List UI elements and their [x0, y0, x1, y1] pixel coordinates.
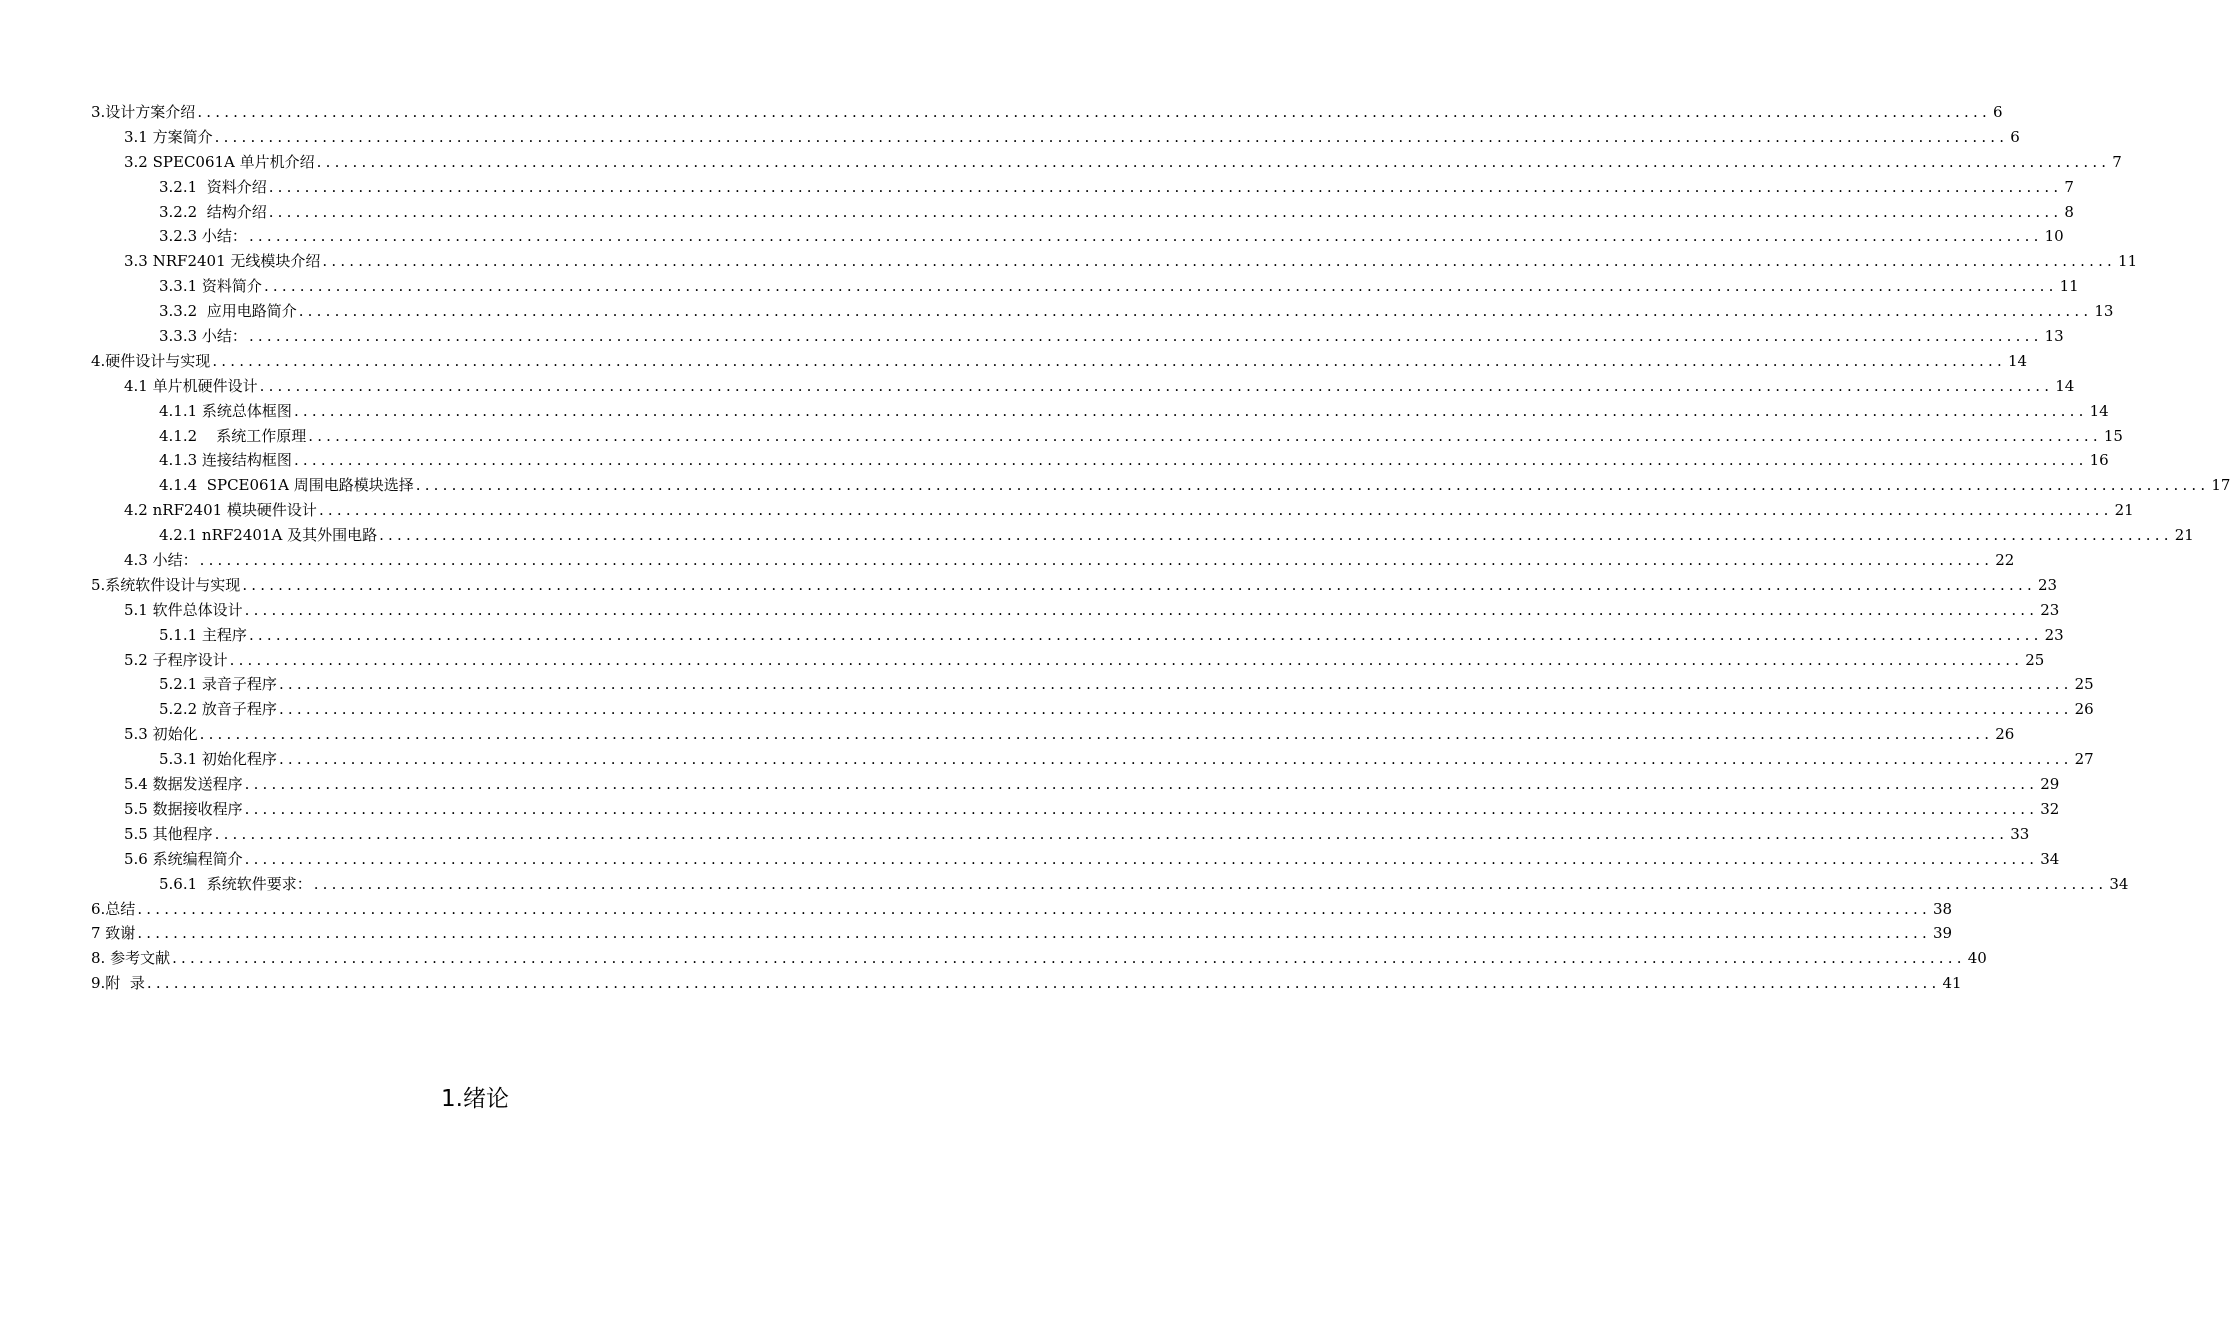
toc-entry-title: 5.6.1 系统软件要求：: [159, 874, 312, 893]
toc-entry-line: [159, 324, 2064, 349]
toc-entry-title: 3.设计方案介绍: [91, 103, 196, 121]
toc-entry[interactable]: [0, 623, 2064, 648]
toc-dot-leader: ........................................................................................................................................................................................................: [137, 924, 1931, 943]
toc-entry-page: 26: [2074, 700, 2094, 719]
toc-entry[interactable]: [0, 224, 2064, 249]
toc-entry[interactable]: [0, 274, 2079, 299]
toc-entry-line: [124, 722, 2015, 747]
toc-entry-title: 4.3 小结：: [124, 551, 198, 570]
toc-entry[interactable]: [0, 399, 2109, 424]
toc-dot-leader: ........................................................................................................................................................................................................: [244, 799, 2039, 818]
toc-entry-page: 11: [2118, 252, 2138, 271]
toc-entry-page: 34: [2040, 849, 2060, 868]
toc-entry[interactable]: [0, 946, 1987, 971]
toc-entry-page: 34: [2109, 874, 2129, 893]
toc-dot-leader: ........................................................................................................................................................................................................: [298, 302, 2093, 321]
toc-entry-line: [124, 598, 2060, 623]
toc-entry-line: [91, 921, 1953, 946]
toc-entry-title: 5.3 初始化: [124, 725, 198, 744]
toc-entry-page: 41: [1942, 974, 1962, 993]
toc-entry-page: 15: [2103, 426, 2123, 445]
toc-entry[interactable]: [0, 797, 2060, 822]
toc-entry-line: [124, 249, 2138, 274]
toc-entry[interactable]: [0, 200, 2074, 225]
toc-entry[interactable]: [0, 498, 2134, 523]
toc-entry[interactable]: [0, 374, 2075, 399]
toc-entry-title: 4.1.1 系统总体框图: [159, 401, 292, 420]
toc-entry-line: [91, 100, 2003, 125]
toc-entry-page: 22: [1995, 551, 2015, 570]
toc-entry-page: 29: [2040, 775, 2060, 794]
toc-entry-line: [159, 523, 2194, 548]
toc-dot-leader: ........................................................................................................................................................................................................: [318, 501, 2113, 520]
section-heading: 1.绪论: [441, 1086, 509, 1112]
toc-entry[interactable]: [0, 897, 1953, 922]
toc-dot-leader: ........................................................................................................................................................................................................: [322, 252, 2117, 271]
toc-entry-page: 39: [1932, 924, 1953, 943]
toc-entry-page: 25: [2025, 650, 2045, 669]
toc-entry[interactable]: [0, 573, 2058, 598]
toc-entry[interactable]: [0, 747, 2094, 772]
toc-entry-line: [124, 847, 2060, 872]
toc-entry-title: 5.2.1 录音子程序: [159, 675, 277, 694]
toc-entry[interactable]: [0, 324, 2064, 349]
toc-entry-title: 3.3 NRF2401 无线模块介绍: [124, 252, 321, 271]
toc-entry-page: 7: [2064, 177, 2074, 196]
toc-entry[interactable]: [0, 971, 1962, 996]
toc-entry-line: [91, 349, 2028, 374]
toc-entry[interactable]: [0, 523, 2194, 548]
toc-entry[interactable]: [0, 150, 2122, 175]
toc-entry-title: 5.1.1 主程序: [159, 625, 247, 644]
toc-entry[interactable]: [0, 100, 2003, 125]
toc-entry-line: [91, 897, 1953, 922]
toc-entry-title: 3.3.2 应用电路简介: [159, 302, 297, 321]
toc-entry-line: [159, 224, 2064, 249]
toc-entry-line: [159, 175, 2074, 200]
toc-entry-line: [159, 697, 2094, 722]
toc-entry[interactable]: [0, 448, 2109, 473]
toc-entry-title: 5.6 系统编程简介: [124, 849, 243, 868]
toc-entry-title: 6.总结: [91, 899, 136, 918]
toc-entry-page: 14: [2055, 376, 2075, 395]
toc-entry-title: 4.1.3 连接结构框图: [159, 451, 292, 470]
toc-entry-line: [124, 797, 2060, 822]
toc-entry-page: 26: [1995, 725, 2015, 744]
toc-dot-leader: ........................................................................................................................................................................................................: [242, 575, 2036, 594]
toc-entry[interactable]: [0, 548, 2015, 573]
toc-dot-leader: ........................................................................................................................................................................................................: [197, 103, 1991, 121]
toc-dot-leader: ........................................................................................................................................................................................................: [212, 351, 2006, 370]
toc-entry-line: [159, 299, 2114, 324]
toc-entry-title: 4.2.1 nRF2401A 及其外围电路: [159, 526, 378, 545]
toc-entry-title: 7 致谢: [91, 924, 136, 943]
toc-dot-leader: ........................................................................................................................................................................................................: [308, 426, 2102, 445]
toc-dot-leader: ........................................................................................................................................................................................................: [172, 949, 1966, 968]
toc-entry-title: 4.2 nRF2401 模块硬件设计: [124, 501, 317, 520]
toc-entry-page: 8: [2064, 202, 2074, 221]
toc-entry-line: [124, 374, 2075, 399]
toc-entry-title: 5.2 子程序设计: [124, 650, 228, 669]
toc-dot-leader: ........................................................................................................................................................................................................: [415, 476, 2210, 495]
toc-entry-title: 8. 参考文献: [91, 949, 171, 968]
toc-entry-page: 14: [2089, 401, 2109, 420]
toc-entry[interactable]: [0, 772, 2060, 797]
toc-dot-leader: ........................................................................................................................................................................................................: [263, 277, 2058, 296]
toc-entry-title: 3.3.1 资料简介: [159, 277, 262, 296]
toc-entry[interactable]: [0, 473, 2230, 498]
toc-entry-line: [159, 424, 2123, 449]
toc-entry-title: 5.5 其他程序: [124, 824, 213, 843]
toc-dot-leader: ........................................................................................................................................................................................................: [268, 177, 2063, 196]
toc-dot-leader: ........................................................................................................................................................................................................: [248, 625, 2043, 644]
toc-dot-leader: ........................................................................................................................................................................................................: [278, 700, 2073, 719]
toc-entry-line: [159, 623, 2064, 648]
toc-entry-line: [124, 648, 2045, 673]
toc-entry-title: 3.3.3 小结：: [159, 327, 247, 346]
toc-entry[interactable]: [0, 125, 2020, 150]
table-of-contents: [0, 100, 2230, 996]
toc-entry-line: [91, 573, 2058, 598]
toc-entry-page: 23: [2040, 600, 2060, 619]
toc-dot-leader: ........................................................................................................................................................................................................: [379, 526, 2173, 545]
toc-entry-page: 23: [2037, 575, 2058, 594]
toc-entry-line: [159, 473, 2230, 498]
toc-entry-line: [91, 946, 1987, 971]
toc-entry-page: 13: [2044, 327, 2064, 346]
toc-entry-page: 6: [1992, 103, 2003, 121]
toc-entry-title: 3.2.3 小结：: [159, 227, 247, 246]
toc-entry-title: 3.2 SPEC061A 单片机介绍: [124, 152, 315, 171]
toc-entry[interactable]: [0, 872, 2129, 897]
toc-entry[interactable]: [0, 349, 2028, 374]
toc-dot-leader: ........................................................................................................................................................................................................: [244, 775, 2039, 794]
toc-entry[interactable]: [0, 921, 1953, 946]
toc-entry-page: 21: [2114, 501, 2134, 520]
toc-entry-title: 9.附 录: [91, 974, 145, 993]
toc-entry-page: 33: [2010, 824, 2030, 843]
toc-dot-leader: ........................................................................................................................................................................................................: [199, 551, 1994, 570]
toc-dot-leader: ........................................................................................................................................................................................................: [293, 401, 2088, 420]
toc-dot-leader: ........................................................................................................................................................................................................: [137, 899, 1931, 918]
toc-entry[interactable]: [0, 648, 2045, 673]
toc-entry[interactable]: [0, 672, 2094, 697]
toc-dot-leader: ........................................................................................................................................................................................................: [244, 600, 2039, 619]
toc-dot-leader: ........................................................................................................................................................................................................: [214, 824, 2009, 843]
toc-dot-leader: ........................................................................................................................................................................................................: [199, 725, 1994, 744]
toc-entry[interactable]: [0, 598, 2060, 623]
toc-entry-title: 3.2.2 结构介绍: [159, 202, 267, 221]
toc-entry-page: 40: [1967, 949, 1987, 968]
toc-entry[interactable]: [0, 249, 2138, 274]
toc-entry-page: 13: [2094, 302, 2114, 321]
toc-entry-title: 3.2.1 资料介绍: [159, 177, 267, 196]
toc-entry[interactable]: [0, 847, 2060, 872]
toc-entry-line: [159, 274, 2079, 299]
toc-entry[interactable]: [0, 299, 2114, 324]
toc-dot-leader: ........................................................................................................................................................................................................: [278, 675, 2073, 694]
toc-entry-page: 7: [2112, 152, 2122, 171]
toc-entry-page: 25: [2074, 675, 2094, 694]
toc-entry-line: [124, 772, 2060, 797]
toc-entry-title: 5.3.1 初始化程序: [159, 750, 277, 769]
toc-entry-page: 14: [2007, 351, 2028, 370]
toc-entry-page: 16: [2089, 451, 2109, 470]
toc-entry-line: [159, 872, 2129, 897]
toc-entry-title: 4.1.4 SPCE061A 周围电路模块选择: [159, 476, 414, 495]
toc-entry-page: 32: [2040, 799, 2060, 818]
toc-dot-leader: ........................................................................................................................................................................................................: [244, 849, 2039, 868]
toc-dot-leader: ........................................................................................................................................................................................................: [259, 376, 2054, 395]
toc-entry-line: [91, 971, 1962, 996]
toc-entry-line: [159, 672, 2094, 697]
toc-entry-page: 27: [2074, 750, 2094, 769]
toc-entry-title: 5.2.2 放音子程序: [159, 700, 277, 719]
toc-entry-title: 5.系统软件设计与实现: [91, 575, 241, 594]
toc-entry-page: 11: [2059, 277, 2079, 296]
toc-entry-page: 38: [1932, 899, 1953, 918]
toc-entry[interactable]: [0, 822, 2030, 847]
toc-entry-page: 17: [2211, 476, 2230, 495]
toc-dot-leader: ........................................................................................................................................................................................................: [313, 874, 2108, 893]
toc-entry-page: 23: [2044, 625, 2064, 644]
toc-entry-title: 4.1.2 系统工作原理: [159, 426, 307, 445]
toc-entry-page: 21: [2174, 526, 2194, 545]
toc-dot-leader: ........................................................................................................................................................................................................: [278, 750, 2073, 769]
toc-entry-page: 10: [2044, 227, 2064, 246]
toc-entry-line: [159, 448, 2109, 473]
toc-dot-leader: ........................................................................................................................................................................................................: [248, 327, 2043, 346]
toc-entry[interactable]: [0, 424, 2123, 449]
toc-entry-line: [159, 200, 2074, 225]
toc-entry-line: [159, 747, 2094, 772]
toc-entry-line: [124, 150, 2122, 175]
toc-dot-leader: ........................................................................................................................................................................................................: [214, 127, 2009, 146]
toc-dot-leader: ........................................................................................................................................................................................................: [268, 202, 2063, 221]
toc-dot-leader: ........................................................................................................................................................................................................: [316, 152, 2111, 171]
toc-entry-title: 4.硬件设计与实现: [91, 351, 211, 370]
toc-entry-line: [124, 125, 2020, 150]
toc-entry-title: 3.1 方案简介: [124, 127, 213, 146]
toc-dot-leader: ........................................................................................................................................................................................................: [293, 451, 2088, 470]
toc-entry-title: 5.1 软件总体设计: [124, 600, 243, 619]
toc-entry-page: 6: [2010, 127, 2020, 146]
toc-entry-line: [124, 548, 2015, 573]
toc-entry-title: 5.5 数据接收程序: [124, 799, 243, 818]
toc-entry[interactable]: [0, 722, 2015, 747]
toc-entry-title: 4.1 单片机硬件设计: [124, 376, 258, 395]
toc-entry[interactable]: [0, 697, 2094, 722]
toc-entry-line: [124, 498, 2134, 523]
toc-dot-leader: ........................................................................................................................................................................................................: [146, 974, 1941, 993]
toc-dot-leader: ........................................................................................................................................................................................................: [248, 227, 2043, 246]
toc-entry-title: 5.4 数据发送程序: [124, 775, 243, 794]
toc-entry-line: [159, 399, 2109, 424]
toc-dot-leader: ........................................................................................................................................................................................................: [229, 650, 2024, 669]
toc-entry[interactable]: [0, 175, 2074, 200]
toc-entry-line: [124, 822, 2030, 847]
